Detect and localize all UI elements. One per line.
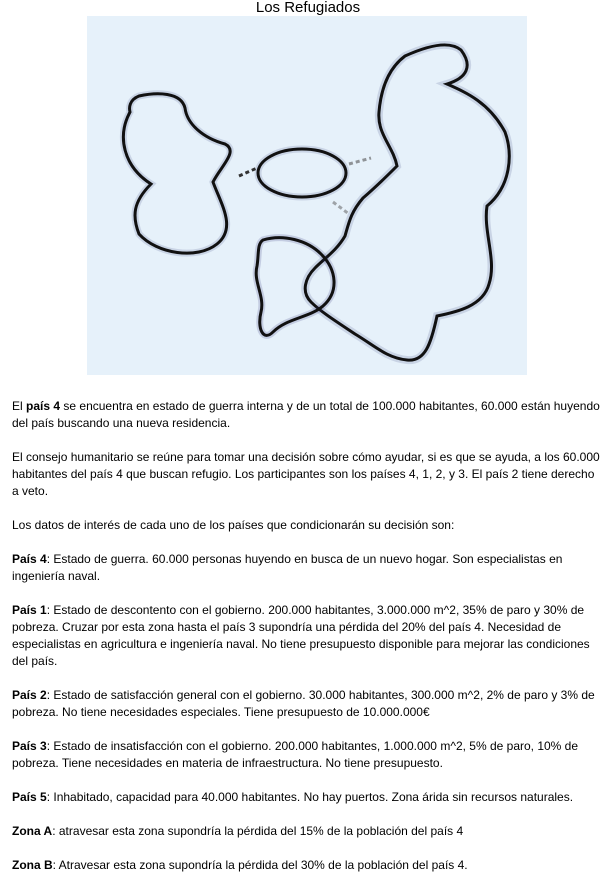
island-bottom <box>256 238 334 336</box>
entry-text: : Estado de insatisfacción con el gobierno. 200.000 habitantes, 1.000.000 m^2, 5% de paro, 10% de pobreza. Tiene necesidades en materia de infraestructura. No tiene presupuesto. <box>12 739 579 770</box>
entry-label: Zona A <box>12 824 53 838</box>
entry-text: : Estado de guerra. 60.000 personas huyendo en busca de un nuevo hogar. Son especialistas en ingeniería naval. <box>12 552 563 583</box>
entry-pais-5 <box>12 789 604 806</box>
entry-label: País 5 <box>12 790 47 804</box>
council-paragraph: El consejo humanitario se reúne para tomar una decisión sobre cómo ayudar, si es que se ayuda, a los 60.000 habitantes del país 4 que buscan refugio. Los participantes son los países 4, 1, 2, y 3. El país 2 tiene derecho a veto. <box>12 450 600 498</box>
entry-label: País 3 <box>12 739 47 753</box>
entry-label: País 2 <box>12 688 47 702</box>
entry-label: Zona B <box>12 858 53 872</box>
entry-pais-3 <box>12 738 604 772</box>
entry-text: : Atravesar esta zona supondría la pérdida del 30% de la población del país 4. <box>52 858 468 872</box>
map-drawing <box>87 16 527 375</box>
intro-country: país 4 <box>26 399 61 413</box>
entry-pais-2 <box>12 687 604 721</box>
entry-pais-4 <box>12 551 604 585</box>
island-center <box>258 149 346 197</box>
entry-label: País 4 <box>12 552 47 566</box>
entry-text: : Inhabitado, capacidad para 40.000 habitantes. No hay puertos. Zona árida sin recursos naturales. <box>46 790 574 804</box>
entry-text: : Estado de satisfacción general con el gobierno. 30.000 habitantes, 300.000 m^2, 2% de paro y 3% de pobreza. No tiene necesidades especiales. Tiene presupuesto de 10.000.000€ <box>12 688 595 719</box>
entry-text: : atravesar esta zona supondría la pérdida del 15% de la población del país 4 <box>52 824 464 838</box>
refugee-map-illustration <box>87 16 527 375</box>
entry-zona-b <box>12 857 604 874</box>
island-left <box>123 94 230 253</box>
document-body <box>12 398 604 891</box>
entry-zona-a <box>12 823 604 840</box>
entry-label: País 1 <box>12 603 47 617</box>
entry-text: : Estado de descontento con el gobierno. 200.000 habitantes, 3.000.000 m^2, 35% de paro y 30% de pobreza. Cruzar por esta zona hasta el país 3 supondría una pérdida del 20% del país 4. Necesidad de especialistas en agricultura e ingeniería naval. No tiene presupuesto disponible para mejorar las condiciones del país. <box>12 603 590 668</box>
intro-paragraph <box>12 398 604 432</box>
intro-rest: se encuentra en estado de guerra interna y de un total de 100.000 habitantes, 60.000 están huyendo del país buscando una nueva residencia. <box>12 399 600 430</box>
document-title: Los Refugiados <box>255 0 361 16</box>
intro-lead: El <box>12 399 23 413</box>
entry-pais-1 <box>12 602 604 670</box>
data-intro-paragraph: Los datos de interés de cada uno de los países que condicionarán su decisión son: <box>12 518 455 532</box>
